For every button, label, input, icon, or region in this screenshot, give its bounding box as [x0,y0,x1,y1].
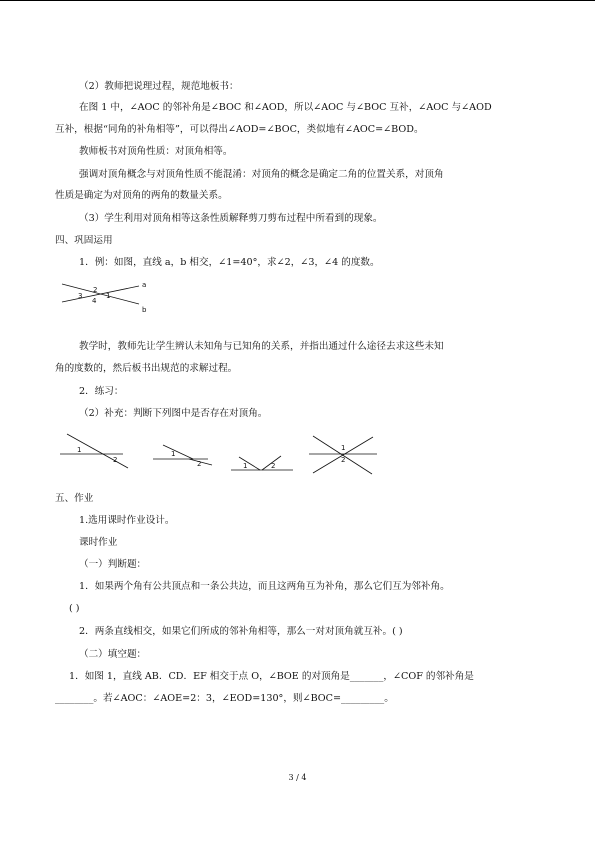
figure-intersecting-lines-ab [55,276,175,318]
question-3-line1: 1．如图 1，直线 AB．CD．EF 相交于点 O，∠BOE 的对顶角是_______，∠COF 的邻补角是 [69,671,474,682]
practice-figure-3 [231,456,293,470]
angle-label-3: 3 [78,292,83,300]
practice-figure-4 [309,436,377,474]
practice-1-label-2: 2 [113,456,118,464]
question-1-line1: 1．如果两个角有公共顶点和一条公共边，而且这两角互为补角，那么它们互为邻补角。 [79,581,450,592]
exercise-2: 2．练习： [79,386,124,397]
question-3-line2: ________。若∠AOC：∠AOE=2：3，∠EOD=130°，则∠BOC=_________。 [55,693,394,704]
section-heading-4: 四、巩固运用 [55,235,113,246]
paragraph-teaching-line1: 教学时，教师先让学生辨认未知角与已知角的关系，并指出通过什么途径去求这些未知 [79,341,444,352]
angle-label-2: 2 [93,286,98,294]
paragraph-proof-line2: 互补，根据“同角的补角相等”，可以得出∠AOD=∠BOC，类似地有∠AOC=∠BOD。 [55,124,424,135]
label-a: a [142,281,147,289]
practice-3-label-1: 1 [243,462,248,470]
exercise-2-supplement: （2）补充：判断下列图中是否存在对顶角。 [79,408,268,419]
practice-4-label-1: 1 [341,444,346,452]
practice-figure-1 [60,434,128,468]
homework-title: 课时作业 [79,537,118,548]
homework-1: 1.选用课时作业设计。 [79,515,175,526]
practice-2-label-1: 1 [171,450,176,458]
practice-figure-2 [153,445,212,468]
practice-4-label-2: 2 [341,456,346,464]
question-2: 2．两条直线相交，如果它们所成的邻补角相等，那么一对对顶角就互补。( ) [79,626,403,637]
figure-practice-set [55,432,385,480]
angle-label-1: 1 [106,292,111,300]
header-rule [0,0,595,1]
example-1: 1．例：如图，直线 a，b 相交，∠1=40°，求∠2，∠3，∠4 的度数。 [79,257,380,268]
question-1-answer-blank: ( ) [69,603,80,614]
section-heading-5: 五、作业 [55,493,94,504]
page-number: 3 / 4 [288,773,307,782]
paragraph-emphasis-line2: 性质是确定为对顶角的两角的数量关系。 [55,190,228,201]
paragraph-property: 教师板书对顶角性质：对顶角相等。 [79,146,233,157]
paragraph-teaching-line2: 角的度数的，然后板书出规范的求解过程。 [55,363,238,374]
label-b: b [142,306,147,314]
line-a [62,286,139,302]
subsection-true-false: （一）判断题： [79,559,147,570]
paragraph-emphasis-line1: 强调对顶角概念与对顶角性质不能混淆：对顶角的概念是确定二角的位置关系，对顶角 [79,169,444,180]
paragraph-proof-line1: 在图 1 中，∠AOC 的邻补角是∠BOC 和∠AOD，所以∠AOC 与∠BOC 互补，∠AOC 与∠AOD [79,102,492,113]
practice-3-label-2: 2 [271,462,276,470]
paragraph-step-3: （3）学生利用对顶角相等这条性质解释剪刀剪布过程中所看到的现象。 [79,213,383,224]
subsection-fill-blank: （二）填空题： [79,649,147,660]
paragraph-step-2: （2）教师把说理过程，规范地板书： [79,81,239,92]
practice-1-label-1: 1 [77,446,82,454]
angle-label-4: 4 [92,297,97,305]
practice-2-label-2: 2 [197,460,202,468]
